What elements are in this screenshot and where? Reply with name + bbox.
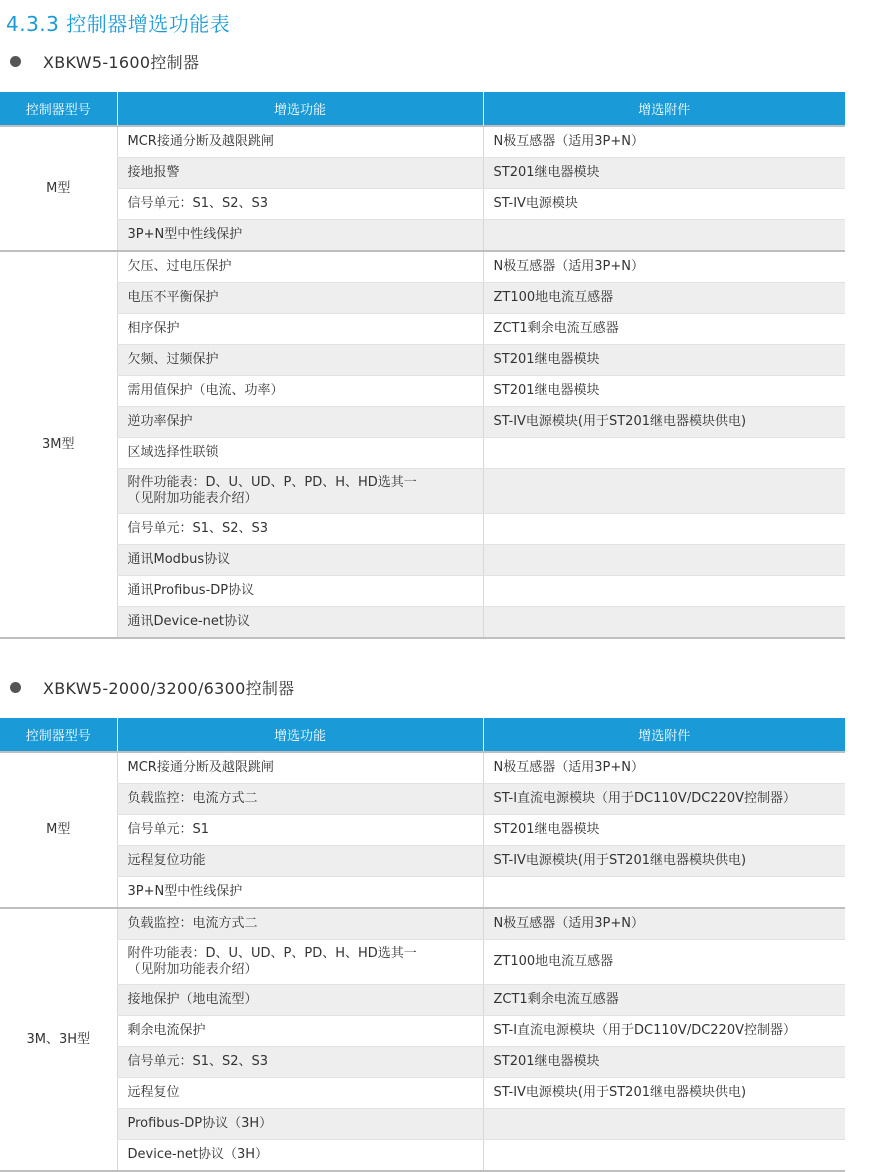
table-heading	[10, 49, 199, 73]
header-function: 增选功能	[117, 718, 483, 752]
function-text: 信号单元：S1、S2、S3	[127, 1054, 269, 1069]
accessory-cell	[483, 220, 845, 252]
table-row	[0, 438, 845, 469]
table-row	[0, 784, 845, 815]
header-accessory: 增选附件	[483, 718, 845, 752]
function-text: 3P+N型中性线保护	[127, 227, 243, 242]
section-title: 4.3.3 控制器增选功能表	[6, 12, 231, 36]
accessory-cell	[483, 607, 845, 639]
accessory-cell	[483, 877, 845, 909]
table-row	[0, 815, 845, 846]
bullet-icon	[10, 682, 21, 693]
function-cell	[117, 251, 483, 283]
function-text: 通讯Profibus-DP协议	[127, 583, 255, 598]
accessory-cell	[483, 438, 845, 469]
function-text: 3P+N型中性线保护	[127, 884, 243, 899]
function-text: 通讯Device-net协议	[127, 614, 250, 629]
function-text: Device-net协议（3H）	[127, 1147, 269, 1162]
function-text: 附件功能表：D、U、UD、P、PD、H、HD选其一	[127, 946, 417, 961]
function-cell	[117, 1047, 483, 1078]
table-header-row	[0, 92, 845, 126]
function-text: 附件功能表：D、U、UD、P、PD、H、HD选其一	[127, 475, 417, 490]
table-heading	[10, 675, 294, 699]
function-text: MCR接通分断及越限跳闸	[127, 760, 274, 775]
accessory-cell	[483, 545, 845, 576]
function-cell	[117, 407, 483, 438]
function-text: 需用值保护（电流、功率）	[127, 383, 284, 398]
accessory-cell: ZT100地电流互感器	[483, 283, 845, 314]
function-table-1600	[0, 92, 845, 639]
header-model: 控制器型号	[0, 718, 117, 752]
accessory-cell	[483, 469, 845, 514]
table-row	[0, 1140, 845, 1172]
table-row	[0, 545, 845, 576]
model-cell: 3M型	[0, 251, 117, 638]
function-cell	[117, 438, 483, 469]
function-text: 接地报警	[127, 165, 180, 180]
table-row	[0, 908, 845, 940]
accessory-cell	[483, 576, 845, 607]
function-text: Profibus-DP协议（3H）	[127, 1116, 273, 1131]
function-cell	[117, 220, 483, 252]
function-text: 信号单元：S1、S2、S3	[127, 196, 269, 211]
function-text: 欠压、过电压保护	[127, 259, 232, 274]
table-row	[0, 1047, 845, 1078]
function-cell	[117, 846, 483, 877]
function-text: 通讯Modbus协议	[127, 552, 231, 567]
function-cell	[117, 877, 483, 909]
function-note-text: （见附加功能表介绍）	[127, 491, 258, 506]
accessory-cell: ST201继电器模块	[483, 815, 845, 846]
table-row	[0, 1016, 845, 1047]
function-cell	[117, 607, 483, 639]
function-cell	[117, 784, 483, 815]
function-cell	[117, 576, 483, 607]
accessory-cell: N极互感器（适用3P+N）	[483, 908, 845, 940]
table-row	[0, 314, 845, 345]
accessory-cell: ST201继电器模块	[483, 158, 845, 189]
table-row	[0, 251, 845, 283]
accessory-cell	[483, 514, 845, 545]
table-row	[0, 158, 845, 189]
function-cell	[117, 126, 483, 158]
table-row	[0, 846, 845, 877]
accessory-cell: ST-IV电源模块	[483, 189, 845, 220]
accessory-cell: N极互感器（适用3P+N）	[483, 251, 845, 283]
function-cell	[117, 1016, 483, 1047]
table-row	[0, 283, 845, 314]
table-row	[0, 1109, 845, 1140]
model-cell: 3M、3H型	[0, 908, 117, 1171]
function-cell	[117, 1109, 483, 1140]
table-row	[0, 189, 845, 220]
accessory-cell: ST201继电器模块	[483, 345, 845, 376]
function-text: 负载监控：电流方式二	[127, 791, 258, 806]
function-text: MCR接通分断及越限跳闸	[127, 134, 274, 149]
function-cell	[117, 815, 483, 846]
function-cell	[117, 514, 483, 545]
model-cell: M型	[0, 126, 117, 251]
function-text: 剩余电流保护	[127, 1023, 206, 1038]
accessory-cell: ST-IV电源模块(用于ST201继电器模块供电)	[483, 407, 845, 438]
function-text: 相序保护	[127, 321, 180, 336]
function-cell	[117, 376, 483, 407]
table-row	[0, 220, 845, 252]
accessory-cell: ST-IV电源模块(用于ST201继电器模块供电)	[483, 1078, 845, 1109]
accessory-cell	[483, 1140, 845, 1172]
header-function: 增选功能	[117, 92, 483, 126]
function-text: 远程复位	[127, 1085, 180, 1100]
accessory-cell: ST201继电器模块	[483, 1047, 845, 1078]
function-cell	[117, 940, 483, 985]
table-row	[0, 752, 845, 784]
table-row	[0, 607, 845, 639]
function-text: 电压不平衡保护	[127, 290, 219, 305]
function-cell	[117, 314, 483, 345]
accessory-cell: N极互感器（适用3P+N）	[483, 126, 845, 158]
accessory-cell: ST-IV电源模块(用于ST201继电器模块供电)	[483, 846, 845, 877]
table-row	[0, 514, 845, 545]
function-table-2000-6300	[0, 718, 845, 1172]
table-row	[0, 469, 845, 514]
table-row	[0, 877, 845, 909]
accessory-cell: ST-I直流电源模块（用于DC110V/DC220V控制器）	[483, 1016, 845, 1047]
accessory-cell: ST-I直流电源模块（用于DC110V/DC220V控制器）	[483, 784, 845, 815]
bullet-icon	[10, 56, 21, 67]
function-text: 接地保护（地电流型）	[127, 992, 258, 1007]
table-header-row	[0, 718, 845, 752]
accessory-cell	[483, 1109, 845, 1140]
function-cell	[117, 283, 483, 314]
function-cell	[117, 1078, 483, 1109]
table-heading-label: XBKW5-1600控制器	[43, 52, 200, 72]
table-row	[0, 407, 845, 438]
table-row	[0, 126, 845, 158]
function-text: 远程复位功能	[127, 853, 206, 868]
function-text: 信号单元：S1	[127, 822, 210, 837]
accessory-cell: ZCT1剩余电流互感器	[483, 314, 845, 345]
accessory-cell: ZT100地电流互感器	[483, 940, 845, 985]
header-accessory: 增选附件	[483, 92, 845, 126]
function-cell	[117, 752, 483, 784]
header-model: 控制器型号	[0, 92, 117, 126]
accessory-cell: ZCT1剩余电流互感器	[483, 985, 845, 1016]
accessory-cell: ST201继电器模块	[483, 376, 845, 407]
function-cell	[117, 345, 483, 376]
function-cell	[117, 158, 483, 189]
function-note-text: （见附加功能表介绍）	[127, 962, 258, 977]
function-cell	[117, 469, 483, 514]
function-cell	[117, 908, 483, 940]
function-cell	[117, 1140, 483, 1172]
function-text: 欠频、过频保护	[127, 352, 219, 367]
table-row	[0, 985, 845, 1016]
function-cell	[117, 985, 483, 1016]
model-cell: M型	[0, 752, 117, 908]
table-heading-label: XBKW5-2000/3200/6300控制器	[43, 678, 295, 698]
function-text: 区域选择性联锁	[127, 445, 219, 460]
table-row	[0, 576, 845, 607]
accessory-cell: N极互感器（适用3P+N）	[483, 752, 845, 784]
table-row	[0, 345, 845, 376]
function-text: 负载监控：电流方式二	[127, 916, 258, 931]
function-text: 逆功率保护	[127, 414, 193, 429]
table-row	[0, 1078, 845, 1109]
function-cell	[117, 545, 483, 576]
table-row	[0, 940, 845, 985]
function-cell	[117, 189, 483, 220]
function-text: 信号单元：S1、S2、S3	[127, 521, 269, 536]
table-row	[0, 376, 845, 407]
